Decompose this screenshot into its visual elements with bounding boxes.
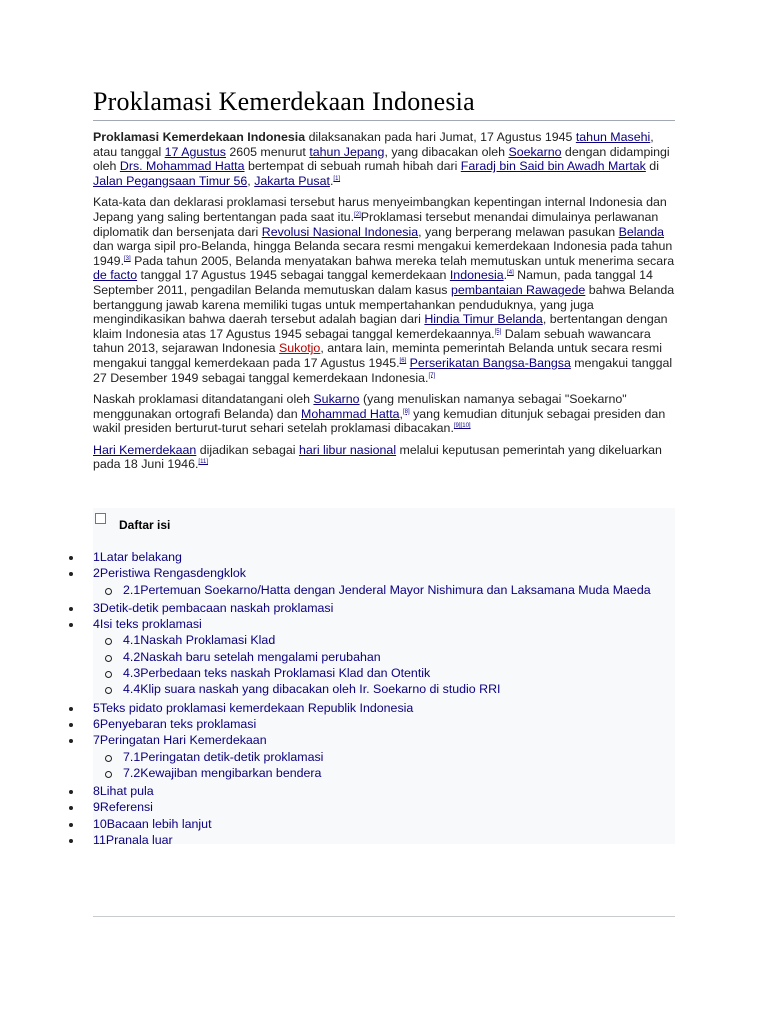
toc-label[interactable]: Naskah Proklamasi Klad	[140, 633, 276, 648]
toc-number[interactable]: 4.4	[123, 682, 141, 697]
citation[interactable]: [6]	[399, 357, 407, 364]
text: dijadikan sebagai	[196, 442, 299, 457]
toc-label[interactable]: Referensi	[99, 800, 153, 815]
holiday-paragraph	[93, 443, 675, 472]
toc-label[interactable]: Naskah baru setelah mengalami perubahan	[140, 649, 381, 664]
toc-item[interactable]	[93, 600, 693, 616]
text: Namun, pada tanggal 14 September 2011, pengadilan Belanda memutuskan dalam kasus	[93, 268, 653, 297]
toc-label[interactable]: Peringatan detik-detik proklamasi	[140, 749, 324, 764]
page-title: Proklamasi Kemerdekaan Indonesia	[93, 86, 675, 121]
text: Naskah proklamasi ditandatangani oleh	[93, 392, 314, 407]
text: , antara lain, meminta pemerintah Belanda untuk secara resmi mengakui tanggal kemerdekaan pada 17 Agustus 1945.	[93, 341, 662, 370]
toc-label[interactable]: Latar belakang	[99, 550, 182, 564]
article-body	[93, 86, 675, 472]
toc-item[interactable]	[93, 765, 693, 781]
toc-number[interactable]: 6	[93, 716, 100, 731]
text: ,	[399, 406, 403, 421]
toc-number[interactable]: 4	[93, 617, 100, 632]
citation[interactable]: [3]	[124, 255, 131, 262]
toc-number[interactable]: 8	[93, 784, 100, 799]
text: , atau tanggal	[93, 130, 654, 159]
bullet-icon	[69, 839, 73, 843]
citation[interactable]: [4]	[507, 270, 514, 277]
toc-item[interactable]	[93, 832, 693, 848]
text: Pada tahun 2005, Belanda menyatakan bahwa mereka telah memutuskan untuk menerima secara	[130, 253, 675, 268]
toc-number[interactable]: 9	[93, 800, 100, 815]
bullet-icon	[69, 823, 73, 827]
bullet-icon	[69, 806, 73, 810]
toc-number[interactable]: 7.1	[123, 749, 141, 764]
bullet-icon	[69, 723, 73, 727]
divider	[93, 916, 675, 917]
link-faradj[interactable]: Faradj bin Said bin Awadh Martak	[460, 159, 646, 174]
citation[interactable]: [11]	[198, 459, 208, 466]
toc-number[interactable]: 7	[93, 733, 100, 748]
toc-number[interactable]: 3	[93, 600, 100, 615]
text: dan warga sipil pro-Belanda, hingga Belanda secara resmi mengakui kemerdekaan Indonesia pada tahun 1949.	[93, 239, 673, 268]
toc-number[interactable]: 5	[93, 700, 100, 715]
circle-bullet-icon	[105, 687, 112, 694]
link-17-agustus[interactable]: 17 Agustus	[164, 144, 226, 159]
toc-title: Daftar isi	[119, 518, 171, 532]
text: (yang menuliskan namanya sebagai "Soekarno" menggunakan ortografi Belanda) dan	[93, 392, 627, 421]
toc-item[interactable]	[93, 632, 693, 648]
toc-item[interactable]	[93, 549, 693, 565]
circle-bullet-icon	[105, 771, 112, 778]
toc-number[interactable]: 4.1	[123, 633, 141, 648]
link-hindia-timur-belanda[interactable]: Hindia Timur Belanda	[424, 312, 543, 327]
circle-bullet-icon	[105, 638, 112, 645]
toc-item[interactable]	[93, 700, 693, 716]
toc-label[interactable]: Kewajiban mengibarkan bendera	[140, 765, 322, 780]
toc-list	[93, 549, 693, 848]
context-paragraph	[93, 195, 675, 385]
text: melalui keputusan pemerintah yang dikeluarkan pada 18 Juni 1946.	[93, 442, 662, 472]
bullet-icon	[69, 556, 73, 560]
toc-label[interactable]: Isi teks proklamasi	[99, 617, 202, 632]
circle-bullet-icon	[105, 655, 112, 662]
text: mengakui tanggal 27 Desember 1949 sebagai tanggal kemerdekaan Indonesia.	[93, 355, 673, 385]
toc-item[interactable]	[93, 582, 693, 598]
toc-item[interactable]	[93, 783, 693, 799]
table-of-contents	[93, 508, 675, 848]
toc-number[interactable]: 4.2	[123, 649, 141, 664]
text: 2605 menurut	[225, 144, 310, 159]
text: yang kemudian ditunjuk sebagai presiden dan wakil presiden berturut-turut sehari setelah proklamasi dibacakan.	[93, 406, 666, 436]
text: di	[645, 159, 659, 174]
link-de-facto[interactable]: de facto	[93, 268, 138, 283]
text: .	[329, 173, 334, 188]
text: dengan didampingi oleh	[93, 144, 670, 174]
text: ,	[247, 173, 255, 188]
toc-label[interactable]: Klip suara naskah yang dibacakan oleh Ir. Soekarno di studio RRI	[140, 682, 501, 697]
toc-number[interactable]: 2	[93, 566, 100, 581]
toc-number[interactable]: 11	[93, 833, 106, 848]
bullet-icon	[69, 572, 73, 576]
link-hatta[interactable]: Mohammad Hatta	[301, 406, 400, 421]
link-jalan-pegangsaan[interactable]: Jalan Pegangsaan Timur 56	[93, 173, 248, 188]
toc-label[interactable]: Detik-detik pembacaan naskah proklamasi	[99, 600, 334, 615]
toc-number[interactable]: 4.3	[123, 666, 141, 681]
text: bertempat di sebuah rumah hibah dari	[244, 159, 461, 174]
link-indonesia[interactable]: Indonesia	[449, 268, 504, 283]
toc-item[interactable]	[93, 665, 693, 681]
citation[interactable]: [7]	[428, 372, 436, 379]
bullet-icon	[69, 739, 73, 743]
toc-label[interactable]: Peringatan Hari Kemerdekaan	[99, 733, 267, 748]
bullet-icon	[69, 623, 73, 627]
link-perserikatan-bangsa-bangsa[interactable]: Perserikatan Bangsa-Bangsa	[409, 355, 571, 370]
link-belanda[interactable]: Belanda	[618, 224, 665, 239]
bold-subject: Proklamasi Kemerdekaan Indonesia	[93, 130, 306, 144]
link-hari-libur-nasional[interactable]: hari libur nasional	[298, 442, 397, 457]
bullet-icon	[69, 607, 73, 611]
citation[interactable]: [9][10]	[453, 423, 471, 430]
toc-number[interactable]: 10	[93, 816, 107, 831]
toc-toggle-checkbox[interactable]	[95, 513, 106, 524]
citation[interactable]: [1]	[333, 175, 341, 182]
text: bahwa Belanda bertanggung jawab karena memiliki tugas untuk mempertahankan penduduknya, yang juga mengindikasikan bahwa daerah tersebut adalah bagian dari	[93, 282, 675, 327]
intro-paragraph	[93, 130, 675, 188]
toc-label[interactable]: Pertemuan Soekarno/Hatta dengan Jenderal Mayor Nishimura dan Laksamana Muda Maeda	[140, 582, 651, 597]
toc-number[interactable]: 1	[93, 550, 100, 564]
citation[interactable]: [8]	[402, 408, 410, 415]
bullet-icon	[69, 790, 73, 794]
toc-item[interactable]	[93, 565, 693, 581]
link-pembantaian-rawagede[interactable]: pembantaian Rawagede	[450, 282, 586, 297]
text: .	[503, 268, 508, 283]
toc-item[interactable]	[93, 816, 693, 832]
citation[interactable]: [5]	[494, 328, 502, 335]
circle-bullet-icon	[105, 588, 112, 595]
toc-label[interactable]: Bacaan lebih lanjut	[106, 816, 212, 831]
text: , yang dibacakan oleh	[384, 144, 509, 159]
link-sukotjo[interactable]: Sukotjo	[279, 341, 321, 356]
toc-item[interactable]	[93, 716, 693, 732]
link-soekarno[interactable]: Soekarno	[508, 144, 562, 159]
text: Proklamasi tersebut menandai dimulainya perlawanan diplomatik dan bersenjata dari	[93, 209, 659, 239]
toc-label[interactable]: Lihat pula	[99, 784, 154, 799]
toc-number[interactable]: 2.1	[123, 582, 141, 597]
link-hari-kemerdekaan[interactable]: Hari Kemerdekaan	[93, 442, 197, 457]
link-sukarno[interactable]: Sukarno	[313, 392, 360, 407]
toc-item[interactable]	[93, 649, 693, 665]
citation[interactable]: [2]	[354, 211, 361, 218]
text: dilaksanakan pada hari Jumat, 17 Agustus 1945	[305, 130, 576, 144]
toc-label[interactable]: Pranala luar	[105, 833, 173, 848]
toc-item[interactable]	[93, 732, 693, 748]
text: , bertentangan dengan klaim Indonesia atas 17 Agustus 1945 sebagai tanggal kemerdekaannya.	[93, 312, 668, 341]
text: tanggal 17 Agustus 1945 sebagai tanggal kemerdekaan	[137, 268, 450, 283]
toc-label[interactable]: Teks pidato proklamasi kemerdekaan Republik Indonesia	[99, 700, 414, 715]
signatories-paragraph	[93, 392, 675, 436]
link-tahun-jepang[interactable]: tahun Jepang	[309, 144, 385, 159]
text: , yang berperang melawan pasukan	[418, 224, 619, 239]
circle-bullet-icon	[105, 755, 112, 762]
toc-label[interactable]: Penyebaran teks proklamasi	[99, 716, 257, 731]
link-mohammad-hatta[interactable]: Drs. Mohammad Hatta	[119, 159, 245, 174]
toc-item[interactable]	[93, 616, 693, 632]
toc-label[interactable]: Perbedaan teks naskah Proklamasi Klad dan Otentik	[140, 666, 431, 681]
toc-item[interactable]	[93, 681, 693, 697]
link-revolusi-nasional[interactable]: Revolusi Nasional Indonesia	[261, 224, 419, 239]
bullet-icon	[69, 707, 73, 711]
toc-number[interactable]: 7.2	[123, 765, 141, 780]
link-tahun-masehi[interactable]: tahun Masehi	[575, 130, 651, 144]
text: Dalam sebuah wawancara tahun 2013, sejarawan Indonesia	[93, 326, 651, 356]
text: Kata-kata dan deklarasi proklamasi tersebut harus menyeimbangkan kepentingan internal Indonesia dan Jepang yang saling bertentangan pada saat itu.	[93, 195, 667, 224]
toc-header	[93, 508, 675, 540]
toc-label[interactable]: Peristiwa Rengasdengklok	[99, 566, 246, 581]
link-jakarta-pusat[interactable]: Jakarta Pusat	[254, 173, 330, 188]
toc-item[interactable]	[93, 799, 693, 815]
toc-item[interactable]	[93, 749, 693, 765]
circle-bullet-icon	[105, 671, 112, 678]
